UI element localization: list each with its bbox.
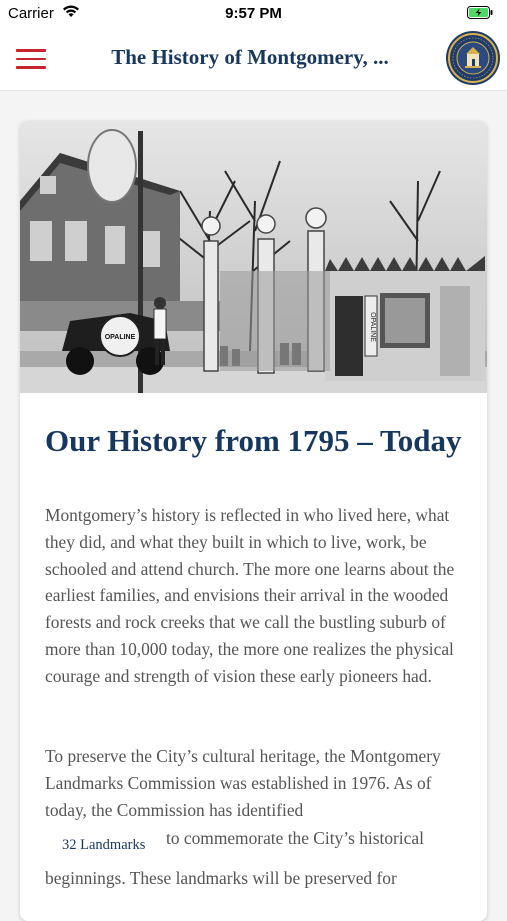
carrier-label: Carrier	[8, 5, 54, 22]
svg-text:OPALINE: OPALINE	[104, 334, 136, 341]
svg-text:OPALINE: OPALINE	[369, 312, 376, 342]
city-seal-icon[interactable]	[445, 30, 501, 86]
page-title: The History of Montgomery, ...	[111, 45, 389, 69]
status-bar	[0, 0, 507, 28]
historic-gas-station-photo	[20, 121, 487, 393]
history-paragraph-3: beginnings. These landmarks will be preserved for	[45, 868, 397, 888]
history-paragraph-1: Montgomery’s history is reflected in who lived here, what they did, and what they built in which to live, work, be schooled and attend church. The more one learns about the earliest families, and envisions their arrival in the wooded forests and rock creeks that we call the bustling suburb of more than 10,000 today, the more one realizes the physical courage and strength of vision these early pioneers had.	[45, 505, 455, 686]
hamburger-menu-icon[interactable]	[16, 49, 46, 69]
battery-charging-icon	[467, 6, 493, 19]
card-heading: Our History from 1795 – Today	[45, 423, 462, 458]
history-paragraph-2-continued: to commemorate the City’s historical	[166, 828, 424, 848]
history-card	[20, 121, 487, 921]
landmarks-link[interactable]: 32 Landmarks	[62, 837, 146, 853]
history-paragraph-2: To preserve the City’s cultural heritage, the Montgomery Landmarks Commission was established in 1976. As of today, the Commission has identified	[45, 746, 441, 820]
status-time: 9:57 PM	[225, 5, 282, 22]
nav-bar	[0, 28, 507, 91]
